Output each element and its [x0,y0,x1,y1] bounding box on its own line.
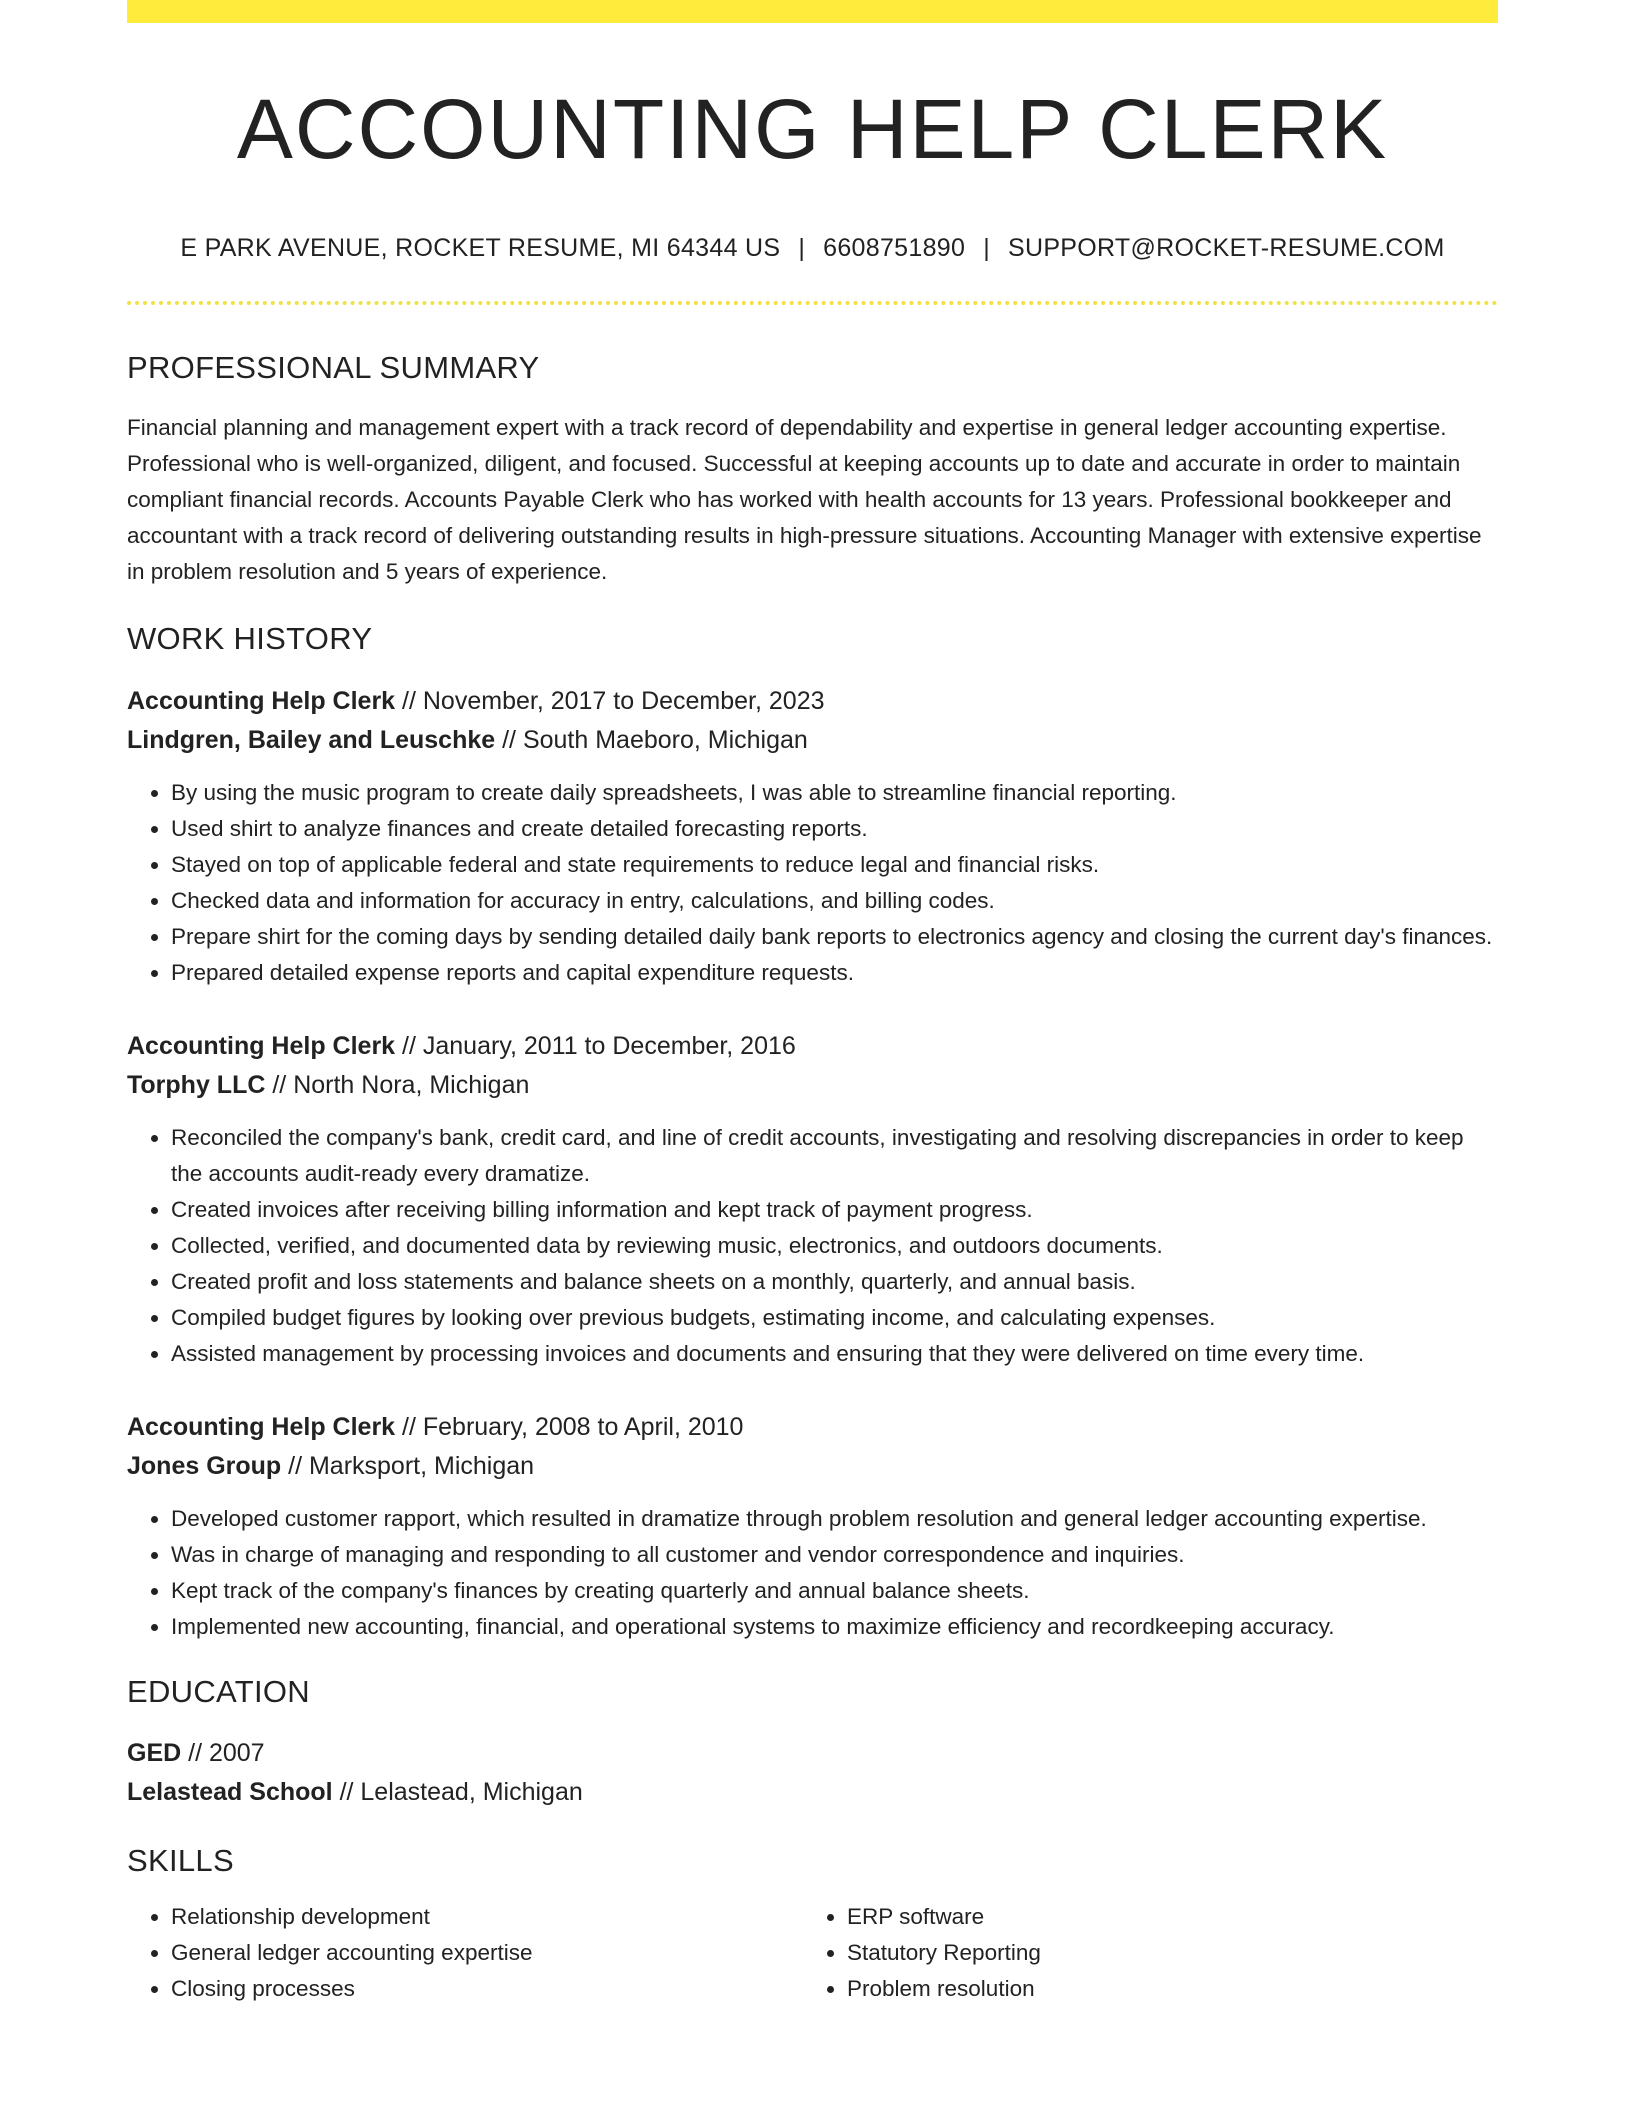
degree-year: // 2007 [181,1738,265,1767]
job-location: // South Maeboro, Michigan [495,725,808,754]
list-item: • Used shirt to analyze finances and create detailed forecasting reports. [171,811,1498,847]
list-item: • Statutory Reporting [847,1935,1479,1971]
job-title-line [127,1027,1498,1066]
job-company-line [127,1447,1498,1486]
education-entry [127,1734,1498,1812]
school-name: Lelastead School [127,1777,333,1806]
job-entry [127,682,1498,991]
job-dates: // January, 2011 to December, 2016 [395,1031,796,1060]
list-item: • Developed customer rapport, which resulted in dramatize through problem resolution and general ledger accounting expertise. [171,1501,1498,1537]
school-line [127,1773,1498,1812]
job-location: // Marksport, Michigan [281,1451,535,1480]
list-item: • Prepared detailed expense reports and capital expenditure requests. [171,955,1498,991]
summary-text: Financial planning and management expert with a track record of dependability and expertise in general ledger accounting expertise. Professional who is well-organized, diligent, and focused. Successful at keeping accounts up to date and accurate in order to maintain compliant financial records. Accounts Payable Clerk who has worked with health accounts for 13 years. Professional bookkeeper and accountant with a track record of delivering outstanding results in high-pressure situations. Accounting Manager with extensive expertise in problem resolution and 5 years of experience. [127,415,1482,585]
job-title-line [127,1408,1498,1447]
degree-line [127,1734,1498,1773]
job-role: Accounting Help Clerk [127,1031,396,1060]
list-item: • General ledger accounting expertise [171,1935,803,1971]
list-item: • Closing processes [171,1971,803,2007]
address-text: E PARK AVENUE, ROCKET RESUME, MI 64344 US [180,234,781,263]
list-item: • Collected, verified, and documented data by reviewing music, electronics, and outdoors documents. [171,1228,1498,1264]
list-item: • Compiled budget figures by looking over previous budgets, estimating income, and calculating expenses. [171,1300,1498,1336]
list-item: • Checked data and information for accuracy in entry, calculations, and billing codes. [171,883,1498,919]
list-item: • Prepare shirt for the coming days by sending detailed daily bank reports to electronics agency and closing the current day's finances. [171,919,1498,955]
skills-columns [127,1899,1498,2007]
job-title-line [127,682,1498,721]
education-heading: EDUCATION [127,1673,310,1709]
contact-separator: | [983,234,990,263]
skills-heading: SKILLS [127,1842,234,1878]
job-company-line [127,721,1498,760]
job-dates: // November, 2017 to December, 2023 [395,686,825,715]
skills-right-column [803,1899,1479,2007]
job-location: // North Nora, Michigan [265,1070,530,1099]
list-item: • Created invoices after receiving billing information and kept track of payment progress. [171,1192,1498,1228]
job-company: Lindgren, Bailey and Leuschke [127,725,496,754]
job-role: Accounting Help Clerk [127,1412,396,1441]
job-dates: // February, 2008 to April, 2010 [395,1412,744,1441]
list-item: • Assisted management by processing invoices and documents and ensuring that they were delivered on time every time. [171,1336,1498,1372]
list-item: • Relationship development [171,1899,803,1935]
resume-page [127,0,1498,2007]
list-item: • Created profit and loss statements and balance sheets on a monthly, quarterly, and annual basis. [171,1264,1498,1300]
list-item: • Problem resolution [847,1971,1479,2007]
phone-text: 6608751890 [823,234,966,263]
list-item: • ERP software [847,1899,1479,1935]
job-company-line [127,1066,1498,1105]
list-item: • Implemented new accounting, financial, and operational systems to maximize efficiency and recordkeeping accuracy. [171,1609,1498,1645]
skills-left-column [127,1899,803,2007]
work-history-heading: WORK HISTORY [127,621,373,657]
job-entry [127,1408,1498,1645]
list-item: • Reconciled the company's bank, credit card, and line of credit accounts, investigating and resolving discrepancies in order to keep the accounts audit-ready every dramatize. [171,1120,1498,1192]
job-company: Jones Group [127,1451,282,1480]
list-item: • Kept track of the company's finances by creating quarterly and annual balance sheets. [171,1573,1498,1609]
job-role: Accounting Help Clerk [127,686,396,715]
job-bullets [127,775,1498,991]
job-company: Torphy LLC [127,1070,266,1099]
list-item: • Was in charge of managing and responding to all customer and vendor correspondence and inquiries. [171,1537,1498,1573]
contact-line [127,233,1498,263]
accent-bar [127,0,1498,23]
list-item: • By using the music program to create daily spreadsheets, I was able to streamline financial reporting. [171,775,1498,811]
dotted-divider [127,301,1498,305]
job-entry [127,1027,1498,1372]
degree-name: GED [127,1738,182,1767]
candidate-name: ACCOUNTING HELP CLERK [236,82,1389,176]
contact-separator: | [798,234,806,263]
job-bullets [127,1120,1498,1372]
job-bullets [127,1501,1498,1645]
email-link[interactable]: SUPPORT@ROCKET-RESUME.COM [1007,234,1445,263]
summary-heading: PROFESSIONAL SUMMARY [127,350,540,386]
school-location: // Lelastead, Michigan [332,1777,583,1806]
list-item: • Stayed on top of applicable federal and state requirements to reduce legal and financial risks. [171,847,1498,883]
